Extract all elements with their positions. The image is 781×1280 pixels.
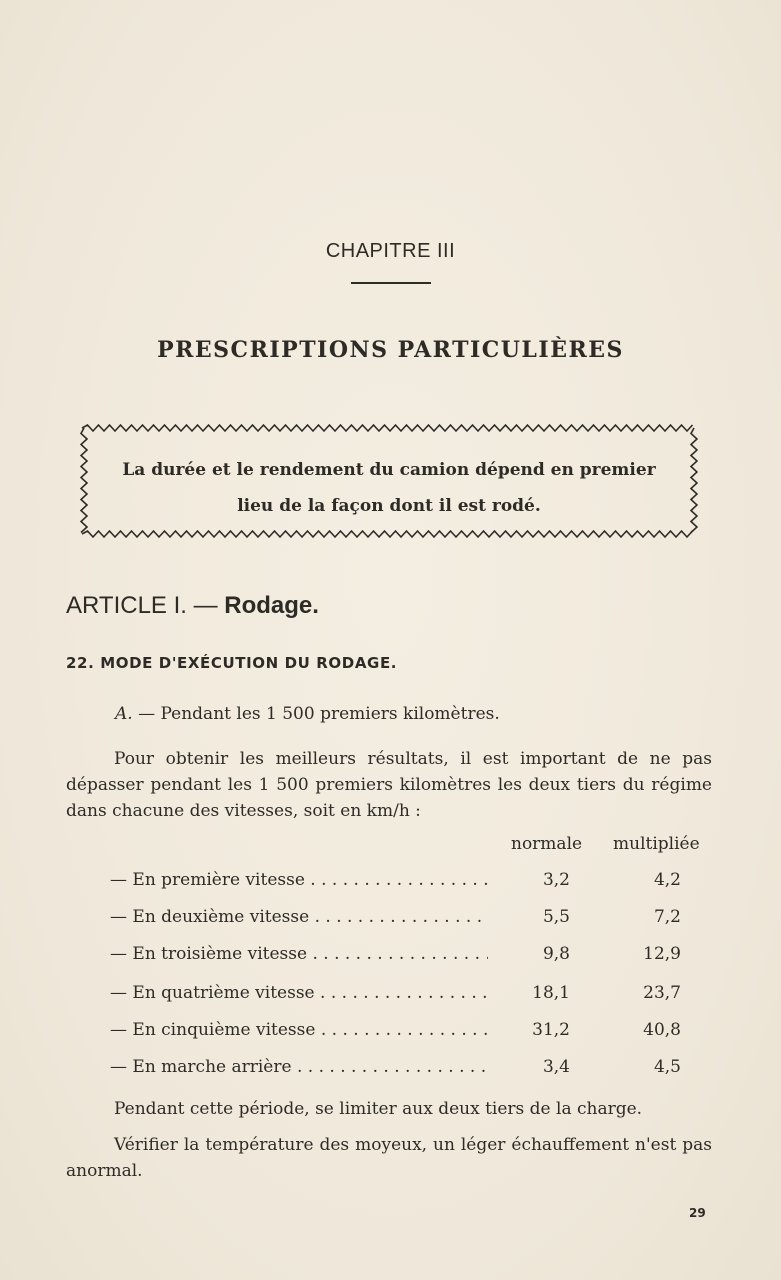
section-heading: 22. MODE D'EXÉCUTION DU RODAGE. (66, 654, 398, 672)
table-row (110, 907, 710, 935)
row-value-multipliee: 12,9 (643, 944, 681, 964)
table-row (110, 870, 710, 898)
column-header-multipliee: multipliée (613, 834, 700, 854)
row-label: — En marche arrière . . . (110, 1057, 488, 1077)
chapter-rule (351, 282, 431, 284)
row-value-multipliee: 23,7 (643, 983, 681, 1003)
column-header-normale: normale (511, 834, 583, 854)
row-value-normale: 18,1 (532, 983, 570, 1003)
article-heading (66, 592, 319, 620)
row-label: — En première vitesse . . . (110, 870, 488, 890)
chapter-heading: CHAPITRE III (325, 240, 456, 262)
page-number: 29 (689, 1206, 706, 1220)
row-value-normale: 9,8 (542, 944, 570, 964)
paragraph-charge: Pendant cette période, se limiter aux deux tiers de la charge. (114, 1099, 643, 1119)
notice-text (80, 452, 698, 524)
table-row (110, 944, 710, 972)
paragraph-moyeux: Vérifier la température des moyeux, un léger échauffement n'est pas anormal. (66, 1135, 712, 1181)
notice-box (80, 422, 698, 540)
row-value-multipliee: 4,2 (653, 870, 681, 890)
zigzag-bottom (82, 531, 693, 537)
table-row (110, 983, 710, 1011)
row-value-normale: 31,2 (532, 1020, 570, 1040)
subsection-text: — Pendant les 1 500 premiers kilomètres. (132, 704, 500, 724)
row-value-multipliee: 4,5 (653, 1057, 681, 1077)
zigzag-top (82, 425, 693, 431)
row-value-normale: 3,4 (542, 1057, 570, 1077)
table-row (110, 1020, 710, 1048)
row-label: — En quatrième vitesse . . . (110, 983, 488, 1003)
row-label: — En deuxième vitesse . . . (110, 907, 488, 927)
row-value-multipliee: 40,8 (643, 1020, 681, 1040)
table-row (110, 1057, 710, 1085)
page-title: PRESCRIPTIONS PARTICULIÈRES (157, 337, 624, 363)
notice-line-1: La durée et le rendement du camion dépend en premier (122, 460, 656, 480)
row-label: — En cinquième vitesse . . . (110, 1020, 488, 1040)
row-value-normale: 3,2 (542, 870, 570, 890)
article-prefix: ARTICLE I. — (66, 592, 225, 619)
row-value-normale: 5,5 (542, 907, 570, 927)
subsection-letter: A. (115, 704, 133, 724)
subsection-heading (115, 704, 500, 724)
article-title: Rodage. (224, 592, 319, 619)
row-value-multipliee: 7,2 (653, 907, 681, 927)
intro-paragraph: Pour obtenir les meilleurs résultats, il est important de ne pas dépasser pendant les 1 500 premiers kilomètres les deux tiers du régime dans chacune des vitesses, soit en km/h : (66, 749, 712, 821)
notice-line-2: lieu de la façon dont il est rodé. (237, 496, 541, 516)
row-label: — En troisième vitesse . . . (110, 944, 488, 964)
